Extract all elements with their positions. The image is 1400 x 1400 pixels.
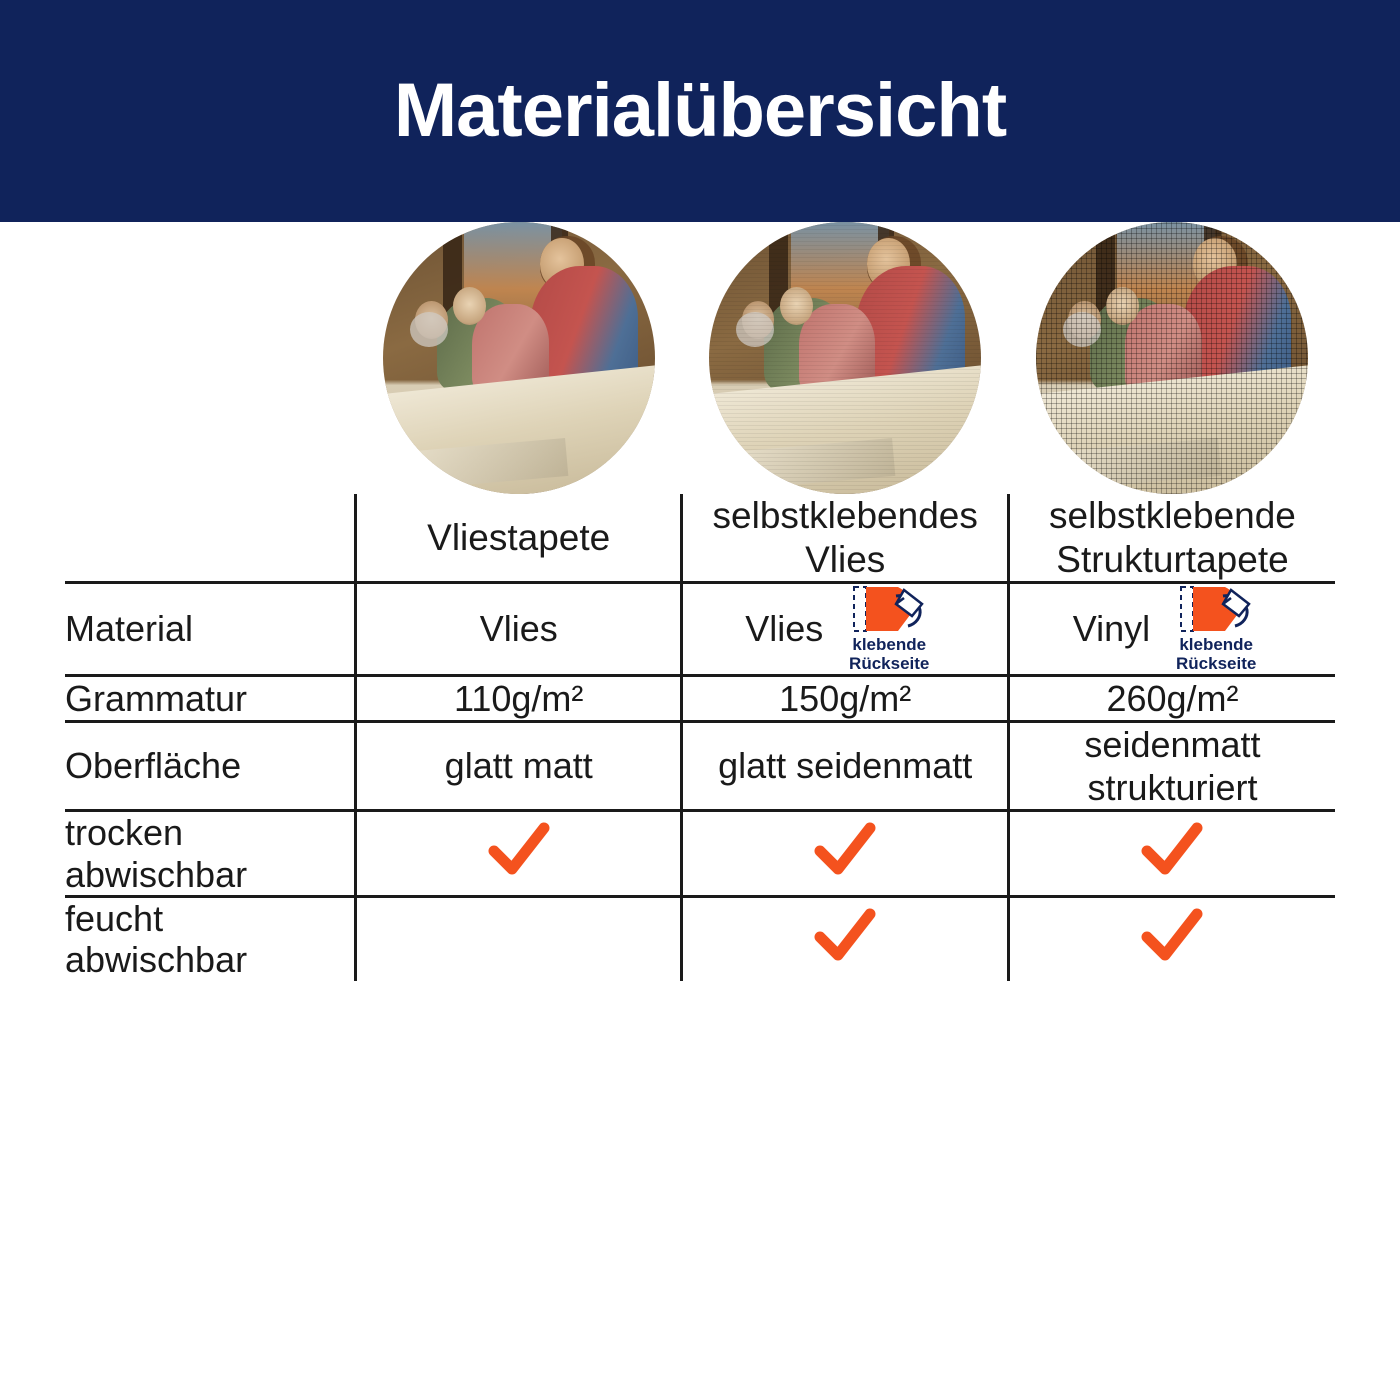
table-row-oberflaeche <box>65 721 1335 810</box>
cell-material-1 <box>682 583 1009 675</box>
product-name-row <box>65 494 1335 583</box>
adhesive-backing-badge-2 <box>1160 584 1272 673</box>
empty-corner-cell-2 <box>65 494 355 583</box>
adhesive-backing-badge-1 <box>833 584 945 673</box>
checkmark-icon <box>1141 820 1203 878</box>
last-supper-thumbnail-adhesive <box>709 222 981 494</box>
row-label-oberflaeche: Oberfläche <box>65 721 355 810</box>
cell-trocken-1 <box>682 811 1009 897</box>
last-supper-thumbnail-textured <box>1036 222 1308 494</box>
cell-grammatur-2: 260g/m² <box>1008 675 1335 721</box>
cell-grammatur-0: 110g/m² <box>355 675 682 721</box>
last-supper-thumbnail-smooth <box>383 222 655 494</box>
cell-trocken-2 <box>1008 811 1335 897</box>
table-row-material <box>65 583 1335 675</box>
page-header <box>0 0 1400 222</box>
cell-material-0 <box>355 583 682 675</box>
adhesive-backing-icon <box>852 584 926 634</box>
cell-material-text-2: Vinyl <box>1072 608 1151 650</box>
cell-material-text-1: Vlies <box>745 608 824 650</box>
empty-corner-cell <box>65 222 355 494</box>
product-thumbnail-cell-1 <box>682 222 1009 494</box>
cell-material-2 <box>1008 583 1335 675</box>
cell-oberflaeche-1: glatt seidenmatt <box>682 721 1009 810</box>
adhesive-backing-label-1: klebende Rückseite <box>849 635 930 673</box>
cell-feucht-1 <box>682 897 1009 981</box>
cell-grammatur-1: 150g/m² <box>682 675 1009 721</box>
checkmark-icon <box>814 820 876 878</box>
cell-oberflaeche-0: glatt matt <box>355 721 682 810</box>
product-name-0: Vliestapete <box>355 494 682 583</box>
cell-feucht-2 <box>1008 897 1335 981</box>
page-title: Materialübersicht <box>393 68 1007 153</box>
cell-trocken-0 <box>355 811 682 897</box>
row-label-feucht-abwischbar: feucht abwischbar <box>65 897 355 981</box>
material-overview-table-wrap <box>0 222 1400 981</box>
product-name-2: selbstklebende Strukturtapete <box>1008 494 1335 583</box>
cell-feucht-0 <box>355 897 682 981</box>
row-label-trocken-abwischbar: trocken abwischbar <box>65 811 355 897</box>
table-row-grammatur <box>65 675 1335 721</box>
adhesive-backing-label-2: klebende Rückseite <box>1176 635 1257 673</box>
material-overview-table <box>65 222 1335 981</box>
row-label-grammatur: Grammatur <box>65 675 355 721</box>
row-label-material: Material <box>65 583 355 675</box>
cell-oberflaeche-2: seidenmatt strukturiert <box>1008 721 1335 810</box>
product-name-1: selbstklebendes Vlies <box>682 494 1009 583</box>
checkmark-icon <box>488 820 550 878</box>
thumbnail-row <box>65 222 1335 494</box>
table-row-trocken-abwischbar <box>65 811 1335 897</box>
cell-material-text-0: Vlies <box>479 608 558 650</box>
product-thumbnail-cell-2 <box>1008 222 1335 494</box>
adhesive-backing-icon <box>1179 584 1253 634</box>
table-row-feucht-abwischbar <box>65 897 1335 981</box>
product-thumbnail-cell-0 <box>355 222 682 494</box>
checkmark-icon <box>814 906 876 964</box>
checkmark-icon <box>1141 906 1203 964</box>
